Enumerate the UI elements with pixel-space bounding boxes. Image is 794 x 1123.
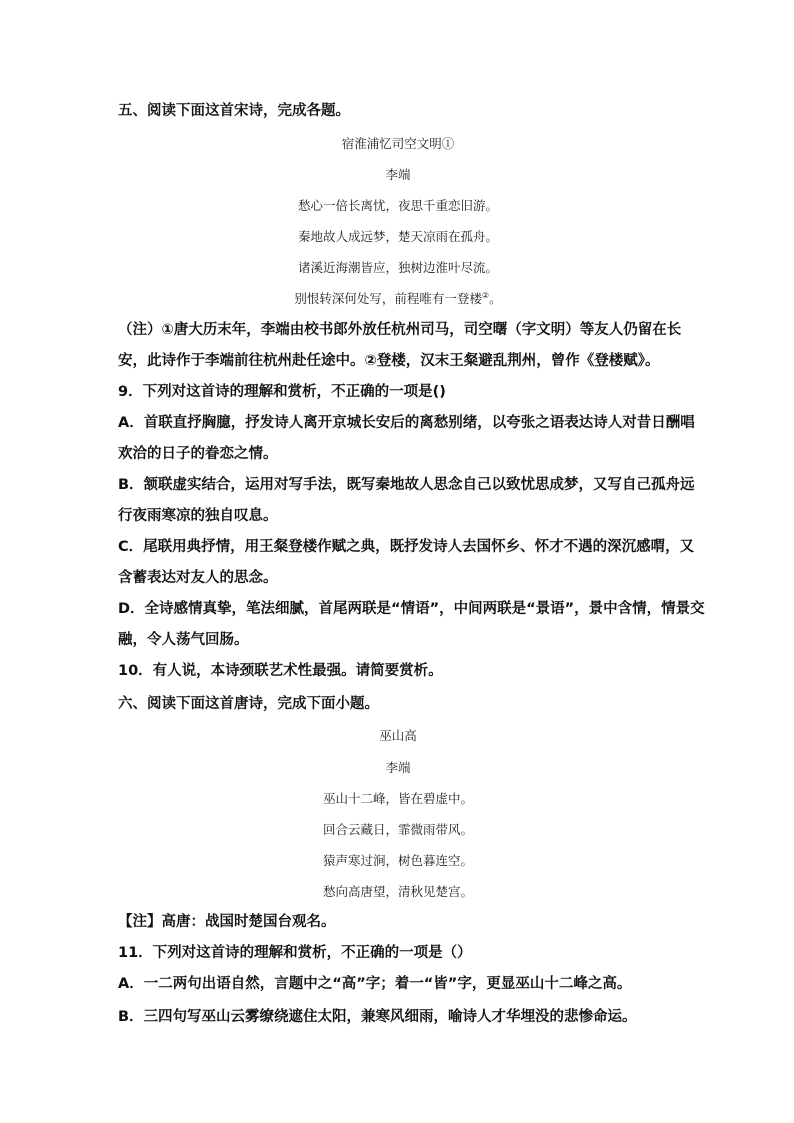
poem-1-note-line-2: 安，此诗作于李端前往杭州赴任途中。②登楼，汉末王粲避乱荆州，曾作《登楼赋》。 [118,353,660,369]
poem-2-line-3: 猿声寒过涧，树色暮连空。 [322,853,473,868]
question-9-option-d-line-2: 融，令人荡气回肠。 [118,632,249,648]
question-9-option-b-line-2: 行夜雨寒凉的独自叹息。 [118,508,278,524]
question-10: 10．有人说，本诗颈联艺术性最强。请简要赏析。 [118,663,443,679]
question-9-option-d-line-1: D．全诗感情真挚，笔法细腻，首尾两联是“情语”，中间两联是“景语”，景中含情，情景交 [118,601,705,617]
section-6-heading: 六、阅读下面这首唐诗，完成下面小题。 [118,696,379,712]
poem-1-line-1: 愁心一倍长离忧，夜思千重恋旧游。 [297,198,498,213]
poem-1-line-2: 秦地故人成远梦，楚天凉雨在孤舟。 [297,229,498,244]
footnote-2-marker: ② [481,290,490,300]
poem-1-line-4: 别恨转深何处写，前程唯有一登楼②。 [294,290,502,306]
poem-1-title: 宿淮浦忆司空文明① [341,136,455,151]
poem-2-line-4: 愁向高唐望，清秋见楚宫。 [322,884,473,899]
question-9-option-c-line-1: C．尾联用典抒情，用王粲登楼作赋之典，既抒发诗人去国怀乡、怀才不遇的深沉感喟，又 [118,539,695,555]
poem-1-line-3: 诸溪近海潮皆应，独树边淮叶尽流。 [297,260,498,275]
poem-1-note-line-1: （注）①唐大历末年，李端由校书郎外放任杭州司马，司空曙（字文明）等友人仍留在长 [118,322,682,338]
question-9-option-b-line-1: B．颔联虚实结合，运用对写手法，既写秦地故人思念自己以致忧思成梦，又写自己孤舟远 [118,477,695,493]
poem-2-title: 巫山高 [379,728,417,743]
question-9-option-a-line-2: 欢洽的日子的眷恋之情。 [118,446,278,462]
poem-1-author: 李端 [385,167,411,182]
poem-2-line-2: 回合云藏日，霏微雨带风。 [322,822,473,837]
question-9-option-a-line-1: A．首联直抒胸臆，抒发诗人离开京城长安后的离愁别绪，以夸张之语表达诗人对昔日酬唱 [118,415,695,431]
poem-2-author: 李端 [385,760,411,775]
poem-2-line-1: 巫山十二峰，皆在碧虚中。 [322,791,473,806]
poem-2-note: 【注】高唐：战国时楚国台观名。 [118,914,336,930]
question-11-option-b: B．三四句写巫山云雾缭绕遮住太阳，兼寒风细雨，喻诗人才华埋没的悲惨命运。 [118,1009,637,1025]
question-9-option-c-line-2: 含蓄表达对友人的思念。 [118,570,278,586]
question-11: 11．下列对这首诗的理解和赏析，不正确的一项是（） [118,945,472,961]
question-9: 9．下列对这首诗的理解和赏析，不正确的一项是() [118,384,446,400]
section-5-heading: 五、阅读下面这首宋诗，完成各题。 [118,103,350,119]
question-11-option-a: A．一二两句出语自然，言题中之“高”字；着一“皆”字，更显巫山十二峰之高。 [118,976,632,992]
